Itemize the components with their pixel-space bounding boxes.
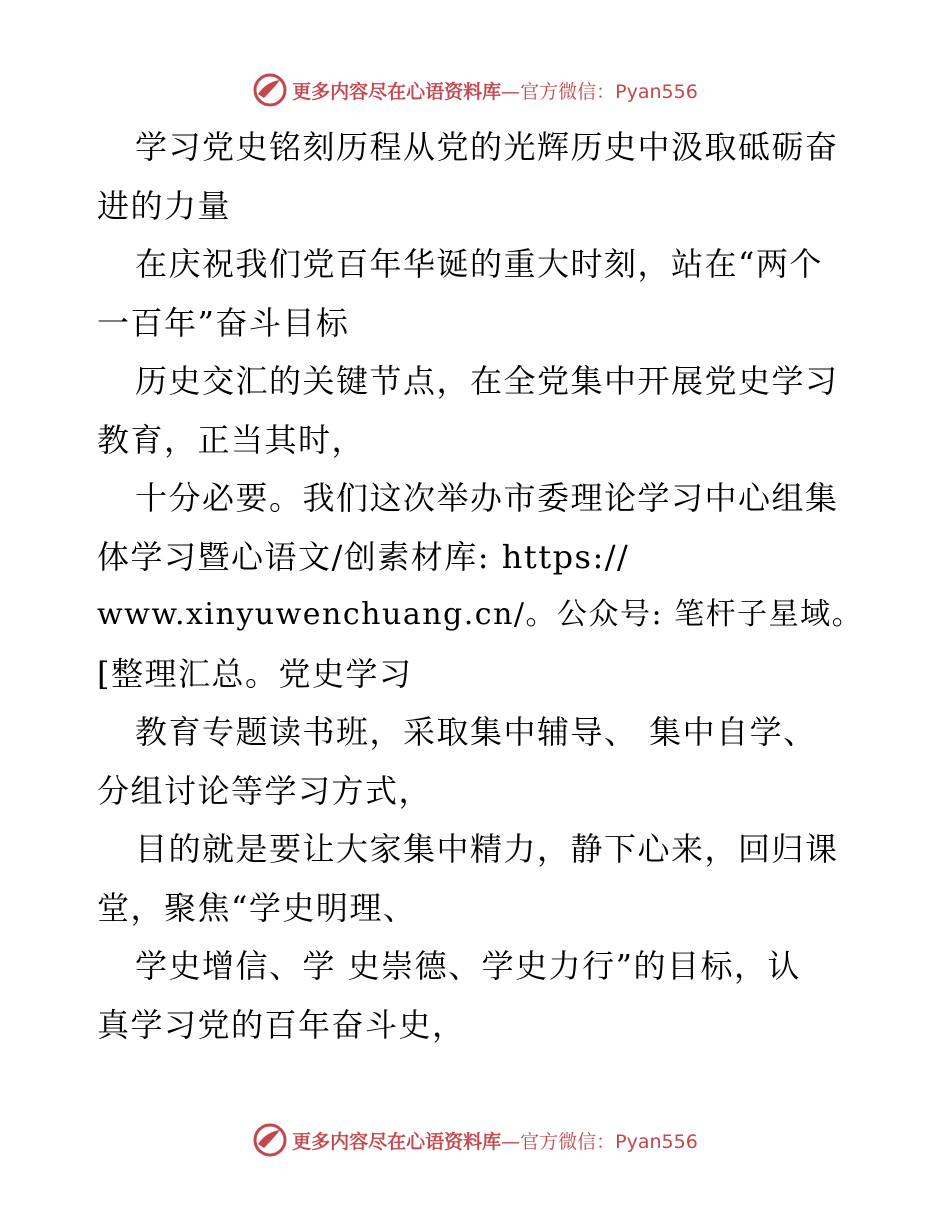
footer-banner-text: 更多内容尽在心语资料库—官方微信：Pyan556	[292, 1130, 698, 1153]
pen-nib-logo-icon	[252, 1122, 288, 1158]
text-line: 目的就是要让大家集中精力，静下心来，回归课	[135, 830, 839, 868]
text-line: 在庆祝我们党百年华诞的重大时刻，站在“两个	[135, 245, 823, 283]
paragraph-5	[97, 703, 867, 820]
text-line: 一百年”奋斗目标	[97, 303, 350, 342]
text-line: 分组讨论等学习方式，	[97, 771, 433, 810]
document-body	[97, 118, 867, 1054]
text-line: 教育专题读书班，采取集中辅导、 集中自学、	[135, 713, 817, 751]
text-line: 教育，正当其时，	[97, 420, 366, 459]
page-header-banner	[0, 70, 950, 110]
text-line: 体学习暨心语文/创素材库: https://	[97, 537, 630, 576]
paragraph-6	[97, 820, 867, 937]
text-line: 历史交汇的关键节点，在全党集中开展党史学习	[135, 362, 839, 400]
paragraph-3	[97, 352, 867, 469]
text-line: 进的力量	[97, 186, 232, 225]
paragraph-7	[97, 937, 867, 1054]
text-line: 学史增信、学 史崇德、学史力行”的目标，认	[135, 947, 802, 985]
text-line-url: www.xinyuwenchuang.cn/。公众号: 笔杆子星域。	[97, 597, 864, 632]
paragraph-2	[97, 235, 867, 352]
text-line: 十分必要。我们这次举办市委理论学习中心组集	[135, 479, 839, 517]
text-line: 真学习党的百年奋斗史，	[97, 1005, 466, 1044]
text-line: [整理汇总。党史学习	[97, 654, 413, 693]
pen-nib-logo-icon	[252, 72, 288, 108]
page-footer-banner	[0, 1120, 950, 1160]
text-line: 堂，聚焦“学史明理、	[97, 888, 417, 927]
text-line: 学习党史铭刻历程从党的光辉历史中汲取砥砺奋	[135, 128, 839, 166]
paragraph-1	[97, 118, 867, 235]
paragraph-4	[97, 469, 867, 703]
header-banner-text: 更多内容尽在心语资料库—官方微信：Pyan556	[292, 80, 698, 103]
